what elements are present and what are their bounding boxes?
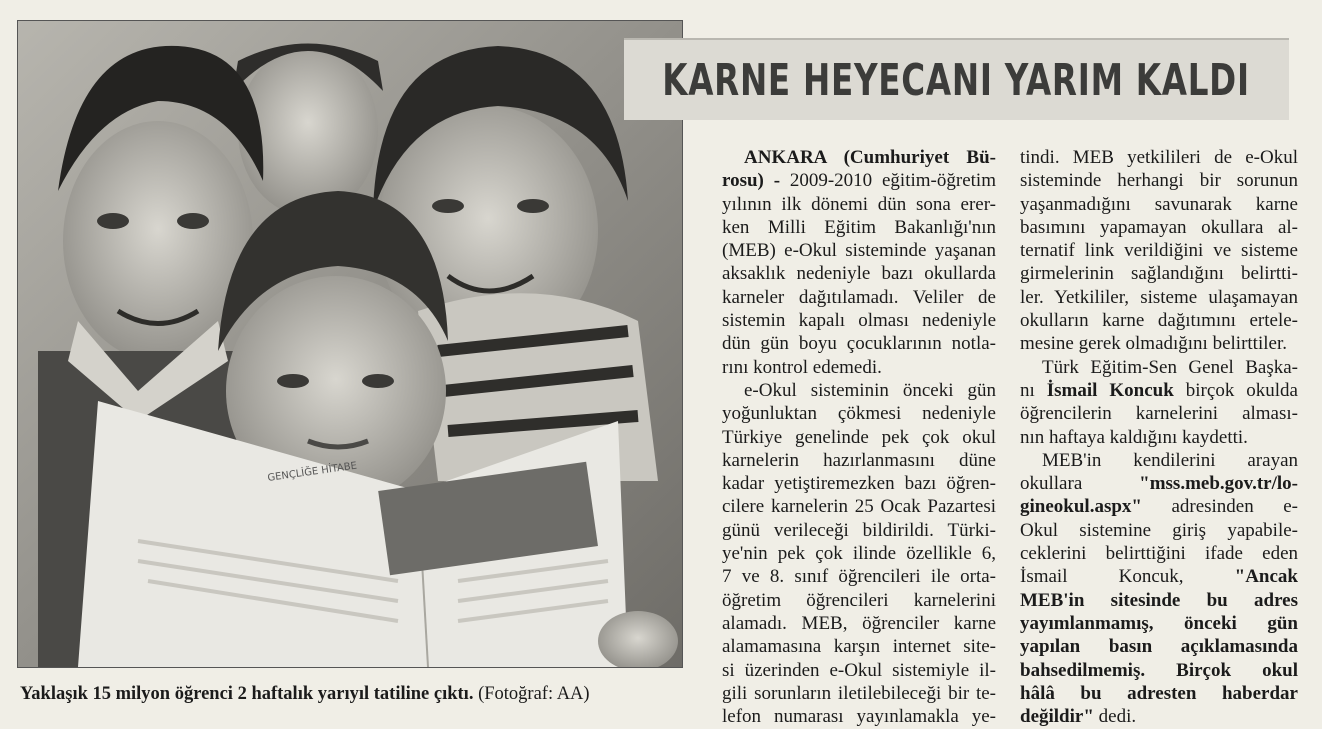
text-line: dün gün boyu çocuklarının notla- — [722, 333, 996, 355]
text-line: ken Milli Eğitim Bakanlığı'nın — [722, 216, 996, 238]
text-line: 7 ve 8. sınıf öğrencileri ile orta- — [722, 566, 996, 588]
text-line: ye'nin pek çok ilinde özellikle 6, — [722, 543, 996, 565]
text-line: yoğunluktan çökmesi nedeniyle — [722, 403, 996, 425]
text-line: sisteminde herhangi bir sorunun — [1020, 170, 1298, 192]
text-line: yayımlanmamış, önceki gün — [1020, 612, 1298, 634]
text-line: alamamasına karşın internet site- — [722, 636, 996, 658]
text-line: değildir" dedi. — [1020, 706, 1137, 728]
text-line: karnelerin hazırlanmasını düne — [722, 449, 996, 471]
text-line: öğretim öğrencileri karnelerini — [722, 589, 996, 611]
text-line: alamadı. MEB, öğrenciler karne — [722, 612, 996, 634]
text-line: hâlâ bu adresten haberdar — [1020, 682, 1298, 704]
text-line: ternatif link verildiğini ve sisteme — [1020, 240, 1298, 262]
text-line: mesine gerek olmadığını belirttiler. — [1020, 333, 1287, 355]
headline-banner — [624, 38, 1289, 120]
text-line: okulların karne dağıtımını ertele- — [1020, 310, 1298, 332]
text-line: öğrencilerin karnelerini alması- — [1020, 403, 1298, 425]
headline: KARNE HEYECANI YARIM KALDI — [662, 54, 1251, 106]
text-line: si üzerinden e-Okul sistemiyle il- — [722, 659, 996, 681]
text-line: kadar yetiştiremezken bazı öğren- — [722, 473, 996, 495]
text-line: gineokul.aspx" adresinden e- — [1020, 496, 1298, 518]
text-line: günü verileceği bildirildi. Türki- — [722, 519, 996, 541]
article-column-2 — [1020, 146, 1298, 728]
newspaper-masthead: GENÇLİĞE HİTABE — [266, 460, 358, 484]
children-reading-photo — [17, 20, 683, 668]
text-line: yılının ilk dönemi dün sona erer- — [722, 193, 996, 215]
text-line: cilere karnelerin 25 Ocak Pazartesi — [722, 496, 996, 518]
text-line: aksaklık nedeniyle bazı okullarda — [722, 263, 996, 285]
text-line: nın haftaya kaldığını kaydetti. — [1020, 426, 1248, 448]
text-line: tindi. MEB yetkilileri de e-Okul — [1020, 147, 1298, 168]
text-line: Türk Eğitim-Sen Genel Başka- — [1042, 356, 1298, 378]
text-line: MEB'in kendilerini arayan — [1042, 449, 1298, 471]
photo-credit: (Fotoğraf: AA) — [473, 684, 590, 704]
text-line: bahsedilmemiş. Birçok okul — [1020, 659, 1298, 681]
text-line: basımını yapamayan okullara al- — [1020, 216, 1298, 238]
text-line: yaşanmadığını savunarak karne — [1020, 193, 1298, 215]
text-line: yapılan basın açıklamasında — [1020, 636, 1298, 658]
text-line: MEB'in sitesinde bu adres — [1020, 589, 1298, 611]
text-line: ceklerini belirttiğini ifade eden — [1020, 543, 1298, 565]
text-line: girmelerinin sağlandığını belirtti- — [1020, 263, 1298, 285]
text-line: gili sorunların iletilebileceği bir te- — [722, 682, 996, 704]
text-line: Türkiye genelinde pek çok okul — [722, 426, 996, 448]
text-line: e-Okul sisteminin önceki gün — [744, 379, 996, 401]
text-line: okullara "mss.meb.gov.tr/lo- — [1020, 473, 1298, 495]
text-line: Okul sistemine giriş yapabile- — [1020, 519, 1298, 541]
caption-text: Yaklaşık 15 milyon öğrenci 2 haftalık yarıyıl tatiline çıktı. — [20, 684, 474, 704]
text-line: lefon numarası yayınlamakla ye- — [722, 706, 996, 728]
text-line: sistemin kapalı olması nedeniyle — [722, 310, 996, 332]
text-line: ler. Yetkililer, sisteme ulaşamayan — [1020, 286, 1298, 308]
text-line: (MEB) e-Okul sisteminde yaşanan — [722, 240, 996, 262]
text-line: ANKARA (Cumhuriyet Bü- — [744, 147, 996, 168]
article-column-1 — [722, 146, 996, 728]
text-line: rosu) - 2009-2010 eğitim-öğretim — [722, 170, 996, 192]
text-line: nı İsmail Koncuk birçok okulda — [1020, 379, 1298, 401]
photo-caption — [20, 682, 700, 706]
text-line: rını kontrol edemedi. — [722, 356, 882, 378]
text-line: karneler dağıtılamadı. Veliler de — [722, 286, 996, 308]
text-line: İsmail Koncuk, "Ancak — [1020, 566, 1298, 588]
